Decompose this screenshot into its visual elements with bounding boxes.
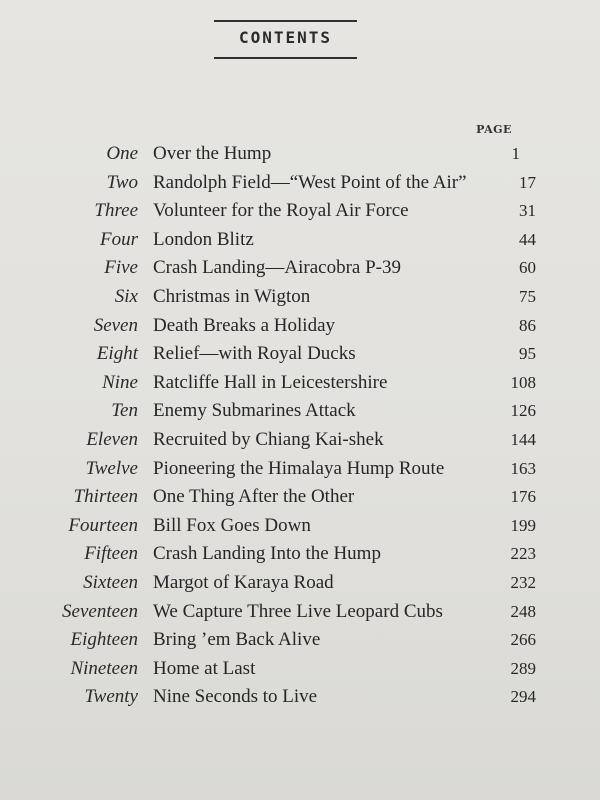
- page-column-header: PAGE: [476, 123, 512, 136]
- chapter-title: Crash Landing—Airacobra P-39: [153, 257, 401, 279]
- chapter-number: Two: [106, 171, 138, 193]
- chapter-title: Bill Fox Goes Down: [153, 514, 311, 536]
- chapter-title: Home at Last: [153, 657, 256, 679]
- chapter-number: Seventeen: [62, 600, 138, 622]
- chapter-number: Nine: [102, 371, 138, 393]
- chapter-page: 232: [510, 572, 536, 592]
- chapter-title: Nine Seconds to Live: [153, 686, 318, 708]
- chapter-number: Six: [114, 285, 138, 307]
- chapter-title: Relief—with Royal Ducks: [153, 343, 356, 365]
- chapter-page: 294: [510, 687, 536, 707]
- chapter-page: 75: [519, 286, 536, 306]
- chapter-page: 126: [510, 401, 536, 421]
- chapter-page: 223: [510, 544, 536, 564]
- chapter-page: 60: [519, 258, 536, 278]
- chapter-number: Three: [94, 200, 138, 222]
- toc-row: [0, 540, 600, 569]
- chapter-page: 108: [510, 372, 536, 392]
- chapter-number: Thirteen: [73, 486, 138, 508]
- chapter-title: Volunteer for the Royal Air Force: [153, 200, 409, 222]
- toc-row: [0, 283, 600, 312]
- chapter-page: 163: [510, 458, 536, 478]
- chapter-number: Four: [100, 228, 138, 250]
- chapter-title: Margot of Karaya Road: [153, 571, 334, 593]
- chapter-number: Twenty: [84, 686, 138, 708]
- toc-row: [0, 483, 600, 512]
- toc-row: [0, 369, 600, 398]
- title-rule-bottom: [214, 57, 357, 59]
- toc-row: [0, 569, 600, 598]
- chapter-number: Eleven: [86, 428, 138, 450]
- chapter-number: Fifteen: [84, 543, 138, 565]
- toc-row: [0, 312, 600, 341]
- chapter-title: Enemy Submarines Attack: [153, 400, 356, 422]
- chapter-number: Sixteen: [83, 571, 138, 593]
- chapter-title: London Blitz: [153, 228, 254, 250]
- chapter-number: Eighteen: [70, 629, 138, 651]
- chapter-page: 95: [519, 344, 536, 364]
- chapter-title: Crash Landing Into the Hump: [153, 543, 381, 565]
- chapter-page: 144: [510, 429, 536, 449]
- toc-row: [0, 340, 600, 369]
- toc-row: [0, 598, 600, 627]
- toc-row: [0, 512, 600, 541]
- toc-row: [0, 626, 600, 655]
- chapter-title: Christmas in Wigton: [153, 285, 311, 307]
- chapter-number: Eight: [96, 343, 138, 365]
- chapter-page: 17: [519, 172, 536, 192]
- toc-row: [0, 169, 600, 198]
- chapter-title: Randolph Field—“West Point of the Air”: [153, 171, 467, 193]
- title-rule-top: [214, 20, 357, 22]
- chapter-title: Bring ’em Back Alive: [153, 629, 321, 651]
- chapter-page: 289: [510, 658, 536, 678]
- chapter-title: Over the Hump: [153, 143, 272, 164]
- chapter-page: 1: [511, 144, 520, 163]
- chapter-page: 248: [510, 601, 536, 621]
- toc-row: [0, 197, 600, 226]
- toc-row: [0, 655, 600, 684]
- toc-row: [0, 140, 600, 169]
- chapter-title: Death Breaks a Holiday: [153, 314, 336, 336]
- table-of-contents: [0, 140, 600, 712]
- toc-row: [0, 226, 600, 255]
- chapter-title: Pioneering the Himalaya Hump Route: [153, 457, 445, 479]
- chapter-page: 266: [510, 630, 536, 650]
- chapter-title: Ratcliffe Hall in Leicestershire: [153, 371, 388, 393]
- chapter-page: 176: [510, 487, 536, 507]
- chapter-page: 86: [519, 315, 536, 335]
- chapter-number: Five: [104, 257, 138, 279]
- chapter-title: We Capture Three Live Leopard Cubs: [153, 600, 443, 622]
- chapter-number: Ten: [111, 400, 138, 422]
- page-title: CONTENTS: [238, 28, 333, 47]
- chapter-page: 199: [510, 515, 536, 535]
- chapter-number: Fourteen: [68, 514, 138, 536]
- chapter-number: Seven: [93, 314, 138, 336]
- chapter-title: One Thing After the Other: [153, 486, 355, 508]
- toc-row: [0, 426, 600, 455]
- toc-row: [0, 397, 600, 426]
- chapter-page: 44: [519, 229, 536, 249]
- chapter-number: Twelve: [85, 457, 138, 479]
- chapter-title: Recruited by Chiang Kai-shek: [153, 428, 384, 450]
- chapter-number: Nineteen: [70, 657, 138, 679]
- toc-row: [0, 455, 600, 484]
- chapter-number: One: [106, 143, 138, 164]
- chapter-page: 31: [519, 201, 536, 221]
- toc-row: [0, 254, 600, 283]
- toc-row: [0, 683, 600, 712]
